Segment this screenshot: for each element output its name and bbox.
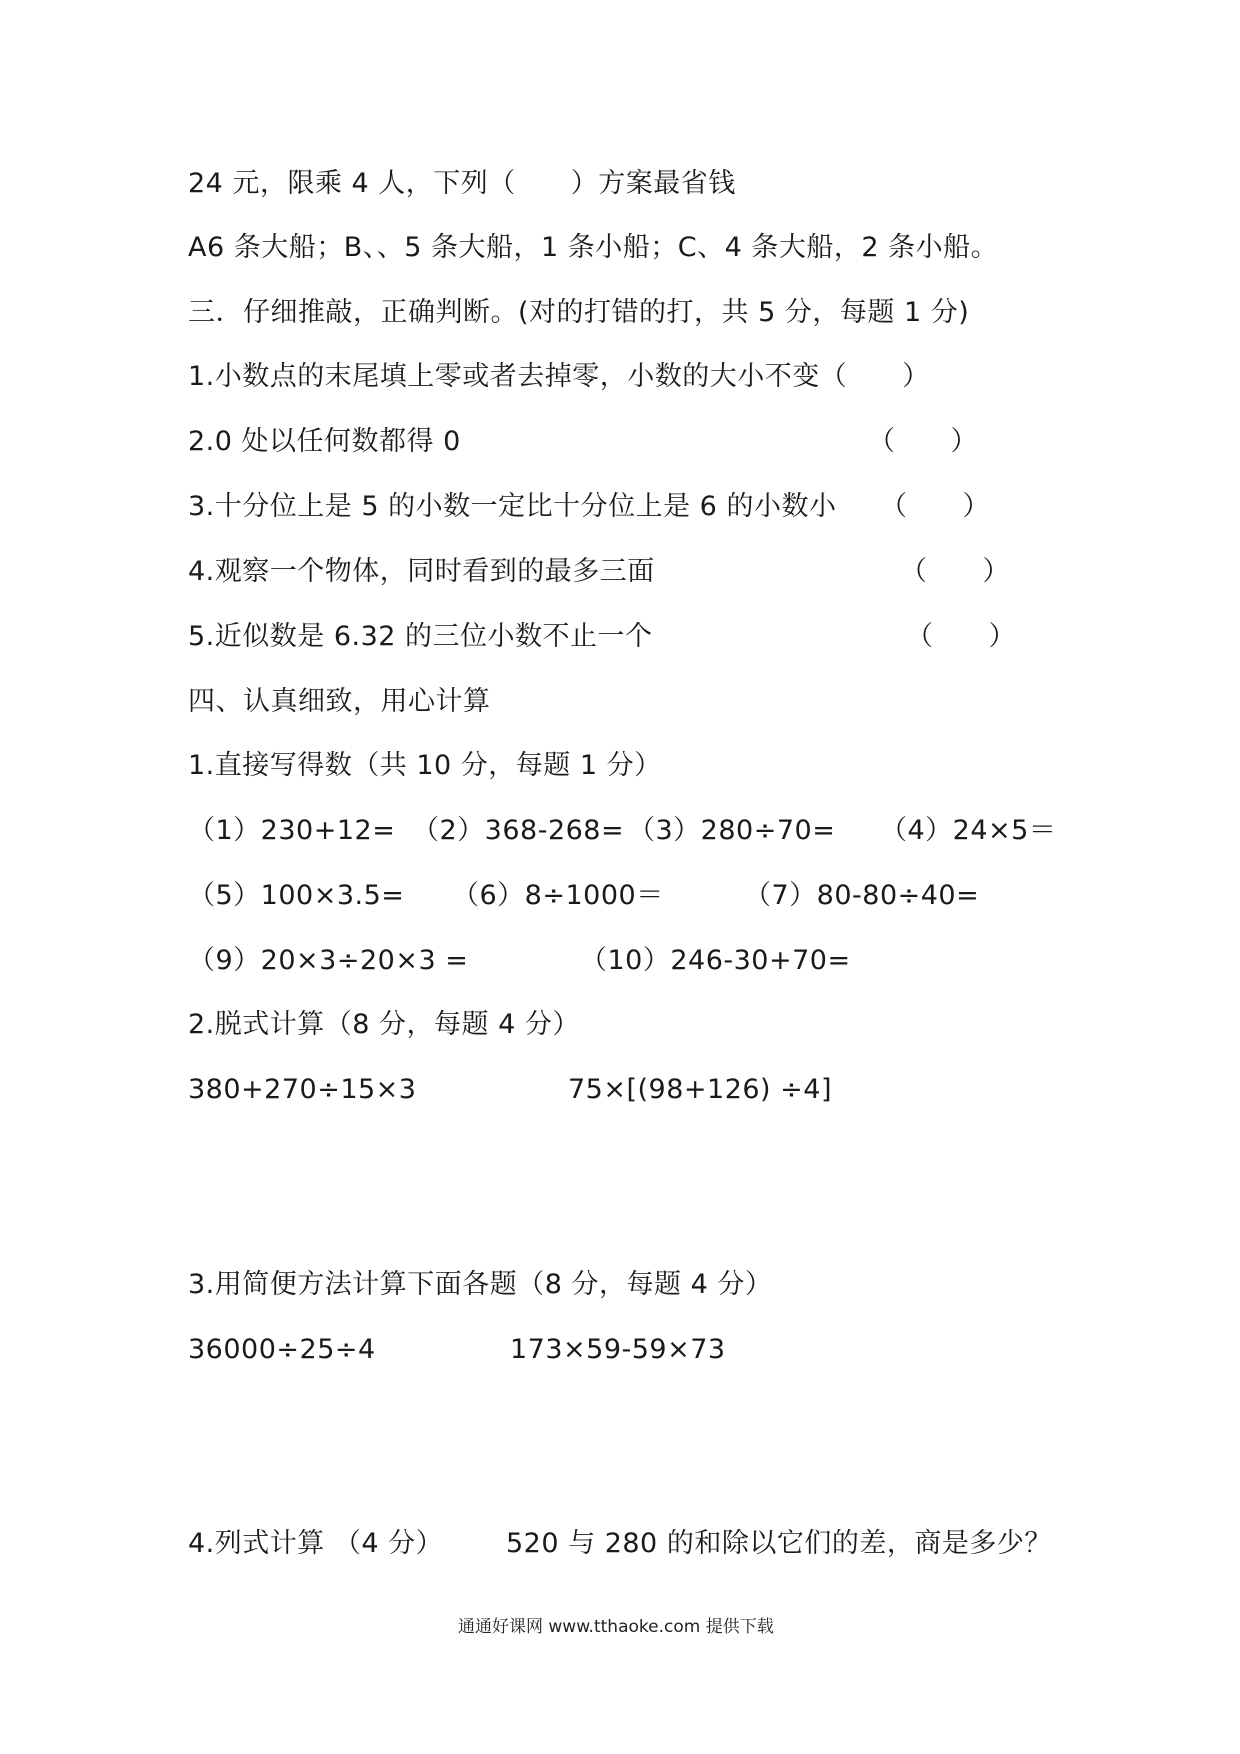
boat-question-text: 24 元，限乘 4 人，下列（ ）方案最省钱	[188, 168, 736, 199]
answer-parentheses-3: （ ）	[880, 491, 990, 522]
page-footer: 通通好课网 www.tthaoke.com 提供下载	[458, 1617, 774, 1637]
calc-item-2: （2）368-268=	[412, 815, 625, 846]
simplified-calculation-heading: 3.用简便方法计算下面各题（8 分，每题 4 分）	[188, 1269, 773, 1300]
calc-item-5: （5）100×3.5=	[188, 880, 405, 911]
simplified-calculation-1: 36000÷25÷4	[188, 1334, 376, 1365]
calc-item-1: （1）230+12=	[188, 815, 396, 846]
formula-calculation-question: 520 与 280 的和除以它们的差，商是多少？	[506, 1528, 1052, 1559]
judge-question-2: 2.0 处以任何数都得 0	[188, 426, 461, 457]
answer-parentheses-2: （ ）	[868, 426, 978, 457]
step-calculation-heading: 2.脱式计算（8 分，每题 4 分）	[188, 1009, 580, 1040]
section-four-heading: 四、认真细致，用心计算	[188, 686, 491, 717]
boat-options: A6 条大船；B、、5 条大船，1 条小船；C、4 条大船，2 条小船。	[188, 232, 999, 263]
judge-question-5: 5.近似数是 6.32 的三位小数不止一个	[188, 621, 653, 652]
calc-item-4: （4）24×5＝	[880, 815, 1057, 846]
simplified-calculation-2: 173×59-59×73	[510, 1334, 726, 1365]
calc-item-7: （7）80-80÷40=	[744, 880, 980, 911]
step-calculation-1: 380+270÷15×3	[188, 1074, 417, 1105]
judge-question-3: 3.十分位上是 5 的小数一定比十分位上是 6 的小数小	[188, 491, 837, 522]
calc-item-3: （3）280÷70=	[628, 815, 836, 846]
section-three-heading: 三．仔细推敲，正确判断。(对的打错的打，共 5 分，每题 1 分)	[188, 297, 970, 328]
calc-item-9: （9）20×3÷20×3 =	[188, 945, 469, 976]
judge-question-1: 1.小数点的末尾填上零或者去掉零，小数的大小不变（ ）	[188, 361, 930, 392]
direct-calculation-heading: 1.直接写得数（共 10 分，每题 1 分）	[188, 750, 662, 781]
judge-question-4: 4.观察一个物体，同时看到的最多三面	[188, 556, 655, 587]
calc-item-10: （10）246-30+70=	[580, 945, 851, 976]
answer-parentheses-4: （ ）	[900, 556, 1010, 587]
step-calculation-2: 75×[(98+126) ÷4]	[568, 1074, 833, 1105]
formula-calculation-heading: 4.列式计算 （4 分）	[188, 1528, 444, 1559]
answer-parentheses-5: （ ）	[906, 621, 1016, 652]
calc-item-6: （6）8÷1000＝	[452, 880, 664, 911]
